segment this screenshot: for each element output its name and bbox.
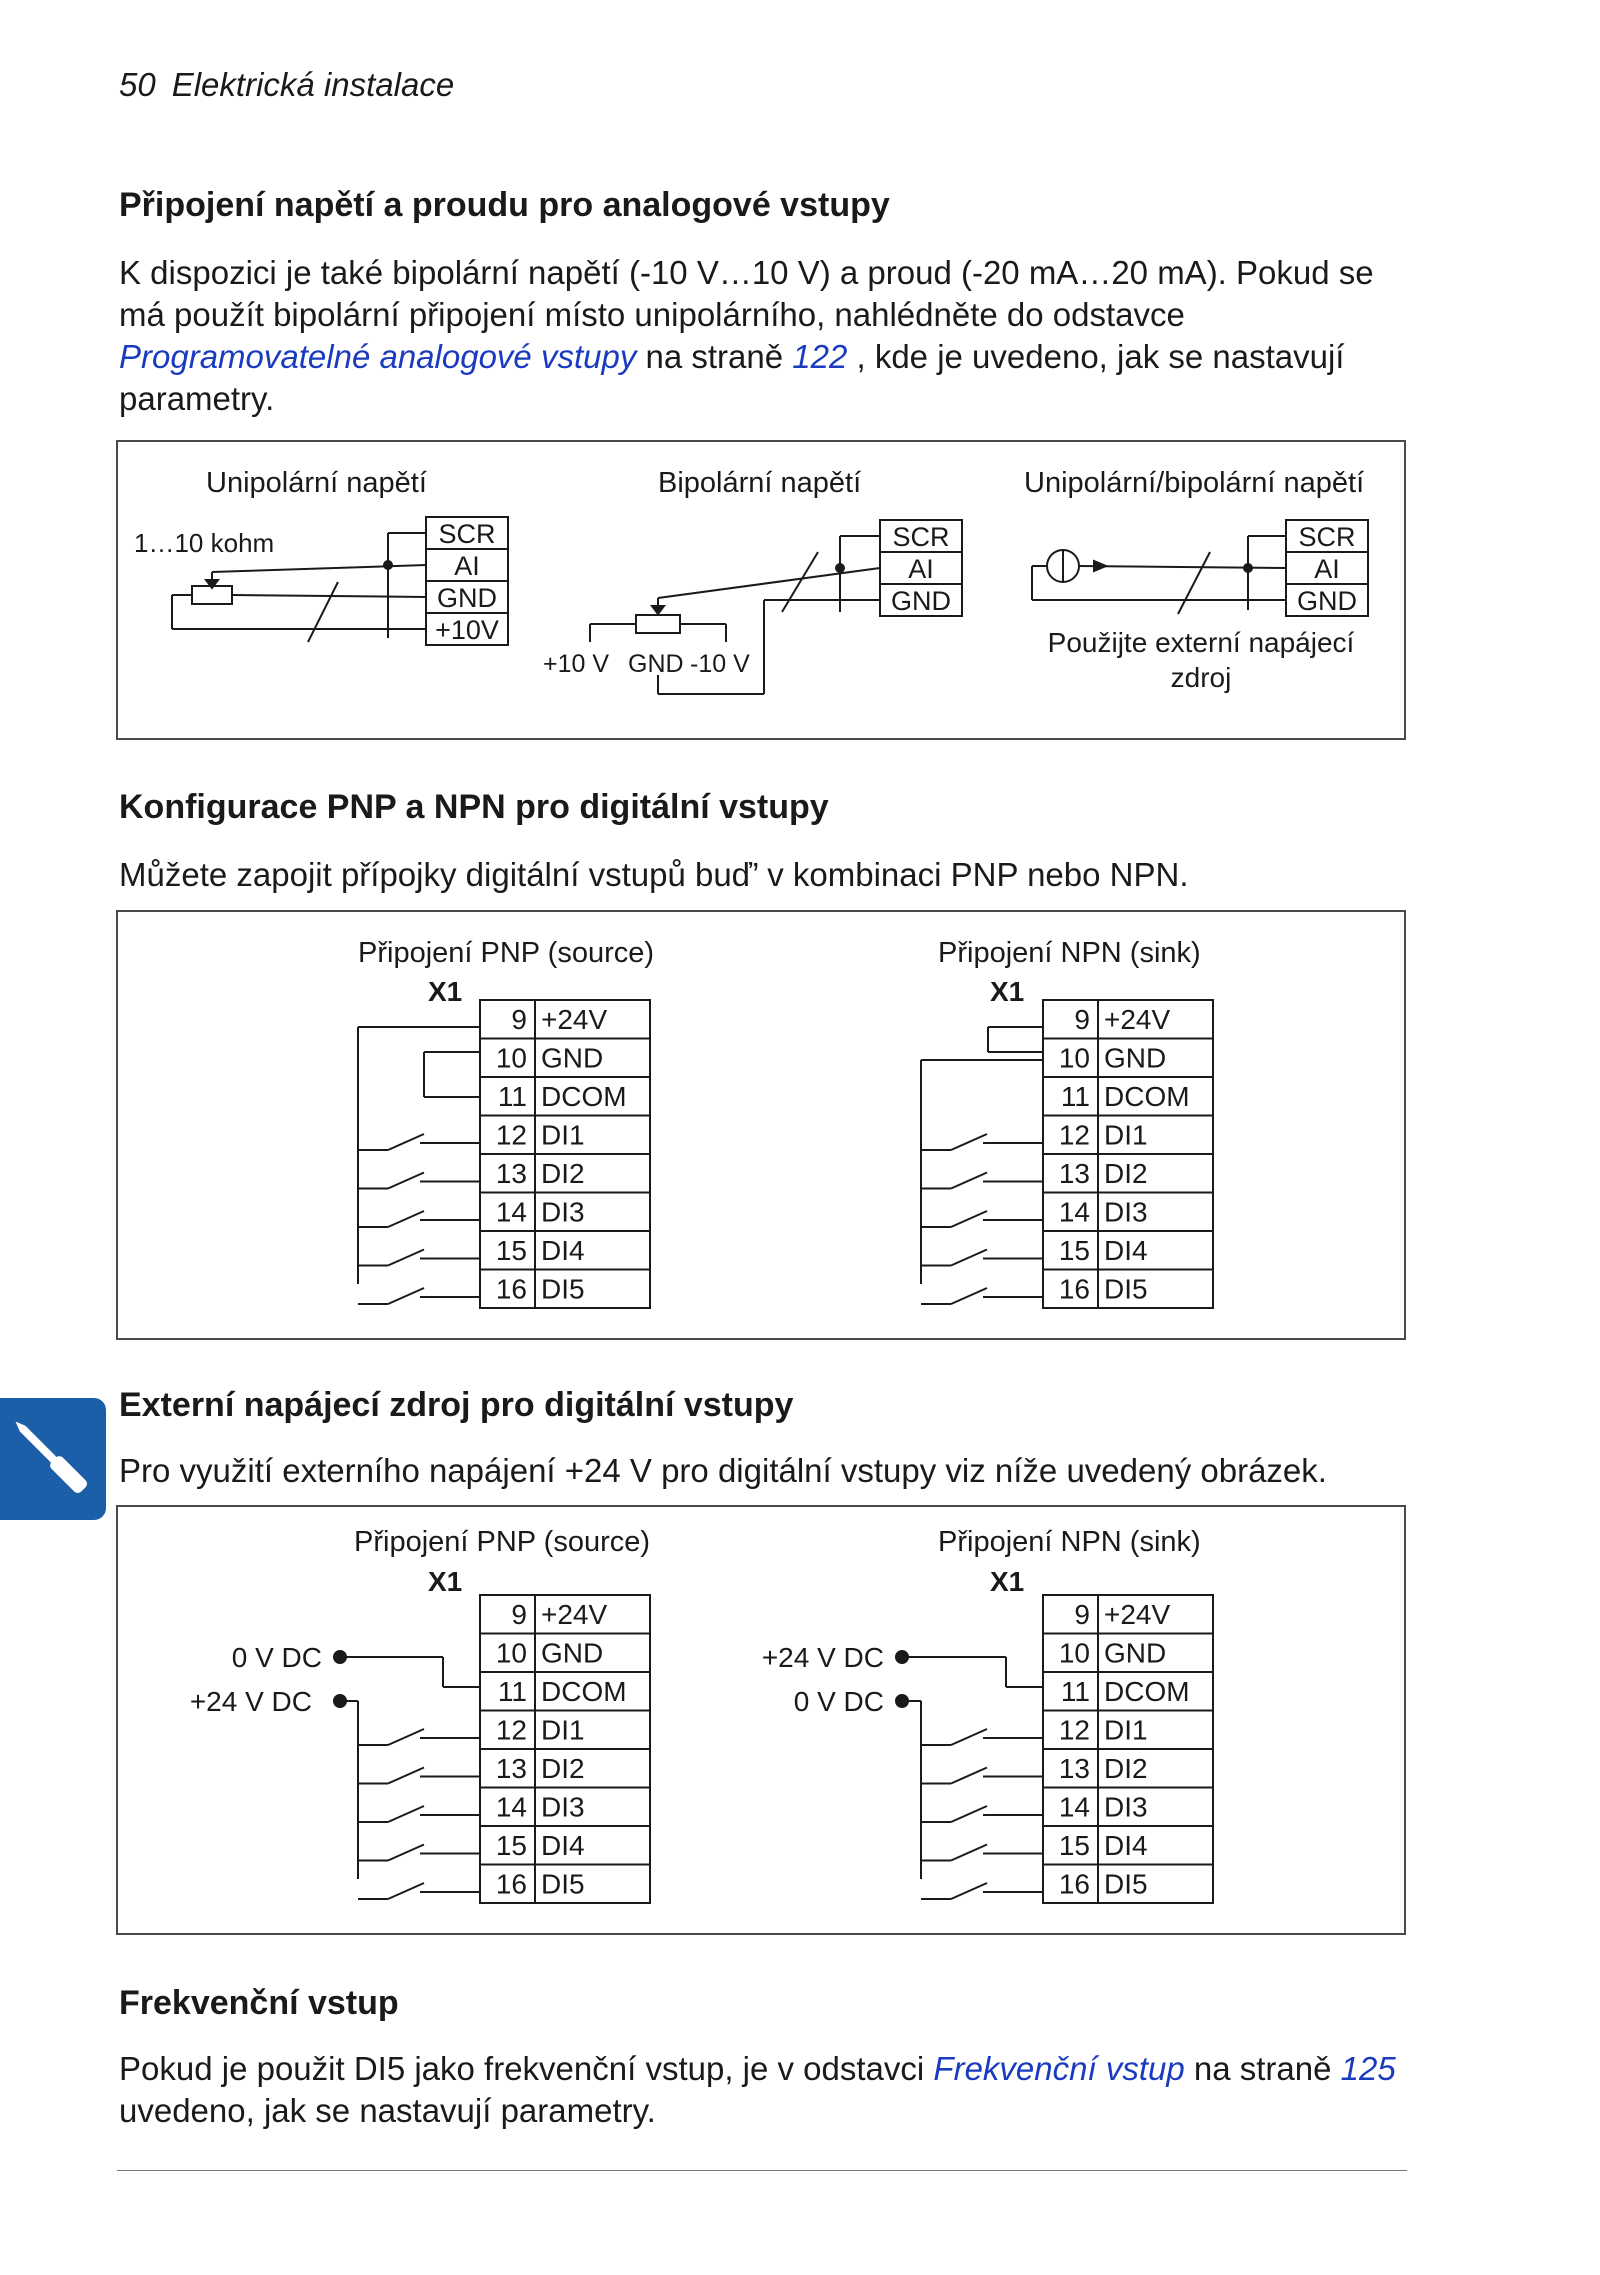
supply-label-24v: +24 V DC bbox=[189, 1686, 312, 1717]
supply-label-24v: +24 V DC bbox=[761, 1642, 884, 1673]
terminal-name: DI2 bbox=[1104, 1753, 1148, 1784]
terminal-number: 16 bbox=[1058, 1868, 1090, 1900]
terminal-block-npn bbox=[1043, 1595, 1213, 1903]
terminal-name: DI5 bbox=[541, 1273, 585, 1305]
link-page-125[interactable]: 125 bbox=[1340, 2050, 1396, 2087]
switch-symbol bbox=[358, 1883, 480, 1899]
switch-symbol bbox=[921, 1211, 1043, 1227]
terminal-name: GND bbox=[541, 1042, 604, 1074]
terminal-name: DI5 bbox=[1104, 1868, 1148, 1900]
terminal-number: 12 bbox=[495, 1119, 527, 1151]
terminal-name: DI4 bbox=[541, 1830, 585, 1861]
terminal-number: 9 bbox=[511, 1599, 527, 1630]
terminal-number: 10 bbox=[495, 1042, 527, 1074]
terminal-number: 15 bbox=[1058, 1235, 1090, 1266]
terminal-number: 11 bbox=[1060, 1676, 1090, 1707]
terminal-name: DI4 bbox=[1104, 1235, 1148, 1266]
terminal-name: DI4 bbox=[1104, 1830, 1148, 1861]
bipolar-label-gnd: GND bbox=[628, 650, 684, 678]
pnp-npn-diagram bbox=[118, 912, 1404, 1338]
terminal-number: 15 bbox=[495, 1830, 527, 1861]
terminal-number: 16 bbox=[495, 1273, 527, 1305]
text: na straně bbox=[636, 338, 793, 375]
terminal-number: 11 bbox=[497, 1081, 527, 1112]
terminal-label: GND bbox=[437, 583, 497, 613]
terminal-number: 16 bbox=[495, 1868, 527, 1900]
switch-symbol bbox=[921, 1729, 1043, 1745]
paragraph-frequency-input bbox=[119, 2048, 1409, 2132]
terminal-label: GND bbox=[1297, 586, 1357, 616]
link-programmable-analog-inputs[interactable]: Programovatelné analogové vstupy bbox=[119, 338, 637, 375]
paragraph-analog-inputs bbox=[119, 252, 1409, 420]
terminal-number: 12 bbox=[1058, 1714, 1090, 1746]
terminal-number: 15 bbox=[1058, 1830, 1090, 1861]
terminal-label: GND bbox=[891, 586, 951, 616]
terminal-label: SCR bbox=[438, 519, 496, 549]
terminal-number: 13 bbox=[1058, 1158, 1090, 1189]
paragraph-external-supply: Pro využití externího napájení +24 V pro digitální vstupy viz níže uvedený obrázek. bbox=[119, 1452, 1327, 1489]
switch-symbol bbox=[921, 1173, 1043, 1189]
potentiometer bbox=[636, 615, 680, 633]
terminal-number: 13 bbox=[495, 1753, 527, 1784]
terminal-name: DI2 bbox=[541, 1753, 585, 1784]
connector-label-pnp: X1 bbox=[428, 976, 463, 1007]
switch-symbol bbox=[921, 1845, 1043, 1861]
terminal-name: DI2 bbox=[1104, 1158, 1148, 1189]
terminal-number: 14 bbox=[1058, 1791, 1090, 1823]
terminal-block-bipolar bbox=[880, 520, 962, 616]
analog-diagram bbox=[118, 442, 1404, 738]
link-page-122[interactable]: 122 bbox=[792, 338, 848, 375]
terminal-label: AI bbox=[908, 554, 934, 584]
switch-symbol bbox=[358, 1806, 480, 1822]
terminal-label: +10V bbox=[435, 615, 499, 645]
text: uvedeno, jak se nastavují parametry. bbox=[119, 2092, 656, 2129]
switch-symbol bbox=[358, 1250, 480, 1266]
text: na straně bbox=[1184, 2050, 1341, 2087]
terminal-block-unipolar bbox=[426, 517, 508, 645]
switch-symbol bbox=[921, 1768, 1043, 1784]
bipolar-label-plus10: +10 V bbox=[543, 650, 610, 678]
switch-symbol bbox=[358, 1134, 480, 1150]
terminal-number: 12 bbox=[495, 1714, 527, 1746]
terminal-label: AI bbox=[454, 551, 480, 581]
terminal-number: 9 bbox=[1074, 1004, 1090, 1035]
switch-symbol bbox=[358, 1845, 480, 1861]
pnp-title: Připojení PNP (source) bbox=[354, 1526, 651, 1558]
terminal-number: 10 bbox=[1058, 1637, 1090, 1669]
terminal-number: 14 bbox=[495, 1791, 527, 1823]
text: K dispozici je také bipolární napětí (-10 V…10 V) a proud (-20 mA…20 mA). Pokud se má použít bipolární připojení místo unipolárního, nahlédněte do odstavce bbox=[119, 254, 1374, 333]
terminal-name: DI3 bbox=[1104, 1196, 1148, 1228]
terminal-name: DI1 bbox=[541, 1119, 585, 1151]
heading-external-supply: Externí napájecí zdroj pro digitální vstupy bbox=[119, 1386, 794, 1424]
external-note-line2: zdroj bbox=[1170, 662, 1232, 693]
terminal-name: GND bbox=[1104, 1637, 1167, 1669]
terminal-number: 13 bbox=[495, 1158, 527, 1189]
supply-label-0v: 0 V DC bbox=[231, 1642, 322, 1673]
paragraph-pnp-npn: Můžete zapojit přípojky digitální vstupů buď’ v kombinaci PNP nebo NPN. bbox=[119, 856, 1189, 893]
terminal-name: DI3 bbox=[541, 1196, 585, 1228]
terminal-block-external bbox=[1286, 520, 1368, 616]
terminal-label: SCR bbox=[892, 522, 950, 552]
external-wiring bbox=[1032, 536, 1286, 614]
switch-symbol bbox=[921, 1288, 1043, 1304]
terminal-number: 11 bbox=[497, 1676, 527, 1707]
pnp-wiring bbox=[334, 1651, 480, 1899]
switch-symbol bbox=[921, 1250, 1043, 1266]
terminal-number: 13 bbox=[1058, 1753, 1090, 1784]
switch-symbol bbox=[358, 1211, 480, 1227]
terminal-name: DI2 bbox=[541, 1158, 585, 1189]
switch-symbol bbox=[921, 1806, 1043, 1822]
terminal-name: DCOM bbox=[541, 1081, 627, 1112]
terminal-name: +24V bbox=[541, 1599, 608, 1630]
pnp-wiring bbox=[358, 1027, 480, 1304]
npn-wiring bbox=[896, 1651, 1043, 1899]
switch-symbol bbox=[358, 1288, 480, 1304]
potentiometer-label: 1…10 kohm bbox=[134, 528, 275, 558]
terminal-number: 9 bbox=[1074, 1599, 1090, 1630]
cable-shield-slash bbox=[308, 582, 338, 642]
terminal-number: 16 bbox=[1058, 1273, 1090, 1305]
terminal-name: GND bbox=[1104, 1042, 1167, 1074]
terminal-name: +24V bbox=[541, 1004, 608, 1035]
terminal-name: DI5 bbox=[541, 1868, 585, 1900]
terminal-name: DI5 bbox=[1104, 1273, 1148, 1305]
terminal-name: DI1 bbox=[1104, 1714, 1148, 1746]
terminal-number: 12 bbox=[1058, 1119, 1090, 1151]
switch-symbol bbox=[358, 1173, 480, 1189]
footer-rule bbox=[117, 2170, 1407, 2171]
terminal-name: DI3 bbox=[1104, 1791, 1148, 1823]
switch-symbol bbox=[358, 1729, 480, 1745]
terminal-block-pnp bbox=[480, 1000, 650, 1308]
running-header bbox=[119, 66, 454, 104]
connector-label-npn: X1 bbox=[990, 1566, 1025, 1597]
terminal-number: 9 bbox=[511, 1004, 527, 1035]
switch-symbol bbox=[921, 1134, 1043, 1150]
terminal-name: GND bbox=[541, 1637, 604, 1669]
terminal-name: DCOM bbox=[541, 1676, 627, 1707]
cable-shield-slash bbox=[1178, 552, 1210, 614]
link-frequency-input[interactable]: Frekvenční vstup bbox=[933, 2050, 1185, 2087]
chapter-title: Elektrická instalace bbox=[171, 66, 455, 103]
bipolar-title: Bipolární napětí bbox=[658, 467, 862, 499]
page-number: 50 bbox=[119, 66, 156, 103]
external-note-line1: Použijte externí napájecí bbox=[1047, 627, 1355, 658]
heading-analog-inputs: Připojení napětí a proudu pro analogové vstupy bbox=[119, 186, 890, 224]
terminal-block-npn bbox=[1043, 1000, 1213, 1308]
screwdriver-icon bbox=[0, 1398, 106, 1520]
npn-title: Připojení NPN (sink) bbox=[938, 937, 1201, 969]
cable-shield-slash bbox=[782, 552, 818, 612]
unipolar-bipolar-title: Unipolární/bipolární napětí bbox=[1024, 467, 1365, 499]
supply-label-0v: 0 V DC bbox=[793, 1686, 884, 1717]
terminal-name: DI1 bbox=[541, 1714, 585, 1746]
connector-label-npn: X1 bbox=[990, 976, 1025, 1007]
terminal-name: DCOM bbox=[1104, 1676, 1190, 1707]
analog-diagram-box bbox=[116, 440, 1406, 740]
terminal-name: +24V bbox=[1104, 1599, 1171, 1630]
heading-frequency-input: Frekvenční vstup bbox=[119, 1984, 399, 2022]
text: , kde je uvedeno, jak se nastavují parametry. bbox=[119, 338, 1345, 417]
connector-label-pnp: X1 bbox=[428, 1566, 463, 1597]
terminal-name: DCOM bbox=[1104, 1081, 1190, 1112]
terminal-number: 14 bbox=[1058, 1196, 1090, 1228]
external-supply-diagram bbox=[118, 1507, 1404, 1933]
npn-title: Připojení NPN (sink) bbox=[938, 1526, 1201, 1558]
terminal-number: 10 bbox=[1058, 1042, 1090, 1074]
terminal-name: +24V bbox=[1104, 1004, 1171, 1035]
terminal-label: SCR bbox=[1298, 522, 1356, 552]
switch-symbol bbox=[921, 1883, 1043, 1899]
npn-wiring bbox=[921, 1027, 1043, 1304]
terminal-number: 15 bbox=[495, 1235, 527, 1266]
heading-pnp-npn: Konfigurace PNP a NPN pro digitální vstupy bbox=[119, 788, 829, 826]
switch-symbol bbox=[358, 1768, 480, 1784]
pnp-title: Připojení PNP (source) bbox=[358, 937, 655, 969]
margin-tab bbox=[0, 1398, 106, 1520]
terminal-block-pnp bbox=[480, 1595, 650, 1903]
bipolar-label-minus10: -10 V bbox=[690, 650, 750, 678]
pnp-npn-diagram-box bbox=[116, 910, 1406, 1340]
terminal-number: 10 bbox=[495, 1637, 527, 1669]
terminal-label: AI bbox=[1314, 554, 1340, 584]
text: Pokud je použit DI5 jako frekvenční vstup, je v odstavci bbox=[119, 2050, 934, 2087]
external-supply-diagram-box bbox=[116, 1505, 1406, 1935]
terminal-number: 14 bbox=[495, 1196, 527, 1228]
unipolar-title: Unipolární napětí bbox=[206, 467, 427, 499]
terminal-name: DI3 bbox=[541, 1791, 585, 1823]
terminal-number: 11 bbox=[1060, 1081, 1090, 1112]
terminal-name: DI1 bbox=[1104, 1119, 1148, 1151]
terminal-name: DI4 bbox=[541, 1235, 585, 1266]
